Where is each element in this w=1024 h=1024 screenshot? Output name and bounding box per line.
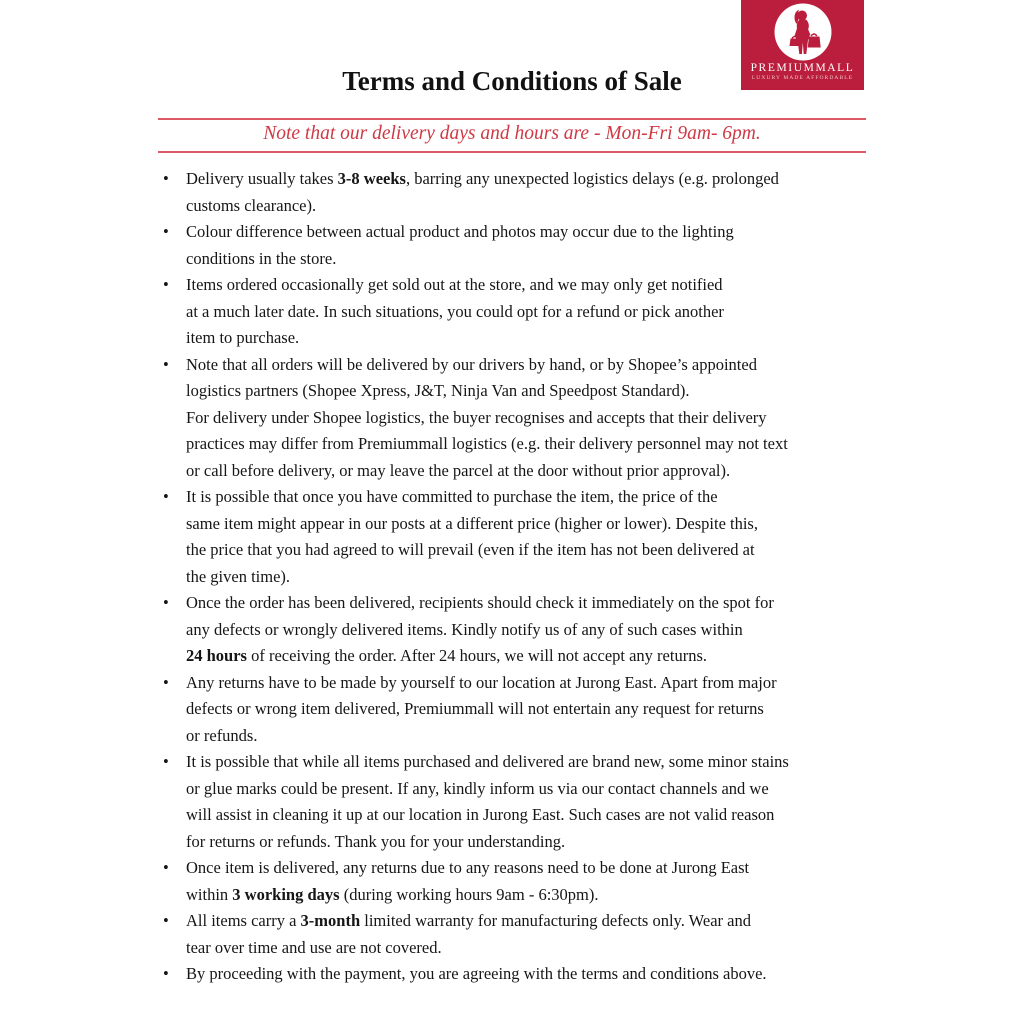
woman-shopper-icon bbox=[773, 3, 833, 62]
bullet-icon: • bbox=[163, 354, 169, 374]
terms-list-item bbox=[156, 670, 916, 750]
terms-list-item bbox=[156, 484, 916, 590]
term-text: All items carry a 3-month limited warranty for manufacturing defects only. Wear and tear over time and use are not covered. bbox=[186, 911, 752, 957]
bullet-icon: • bbox=[163, 275, 169, 294]
terms-list-item bbox=[156, 590, 916, 670]
delivery-note-band bbox=[158, 118, 866, 153]
delivery-note-text: Note that our delivery days and hours are - Mon-Fri 9am- 6pm. bbox=[263, 123, 761, 144]
term-text: Items ordered occasionally get sold out at the store, and we may only get notified at a much later date. In such situations, you could opt for a refund or pick another item to purchase. bbox=[186, 275, 724, 347]
term-text: It is possible that once you have committed to purchase the item, the price of the same item might appear in our posts at a different price (higher or lower). Despite this, the price that you had agreed to will prevail (even if the item has not been delivered at the given time). bbox=[186, 487, 758, 586]
logo-brand-text: PREMIUMMALL bbox=[750, 62, 855, 74]
bullet-icon: • bbox=[163, 169, 169, 188]
bullet-icon: • bbox=[163, 672, 169, 692]
terms-list-item bbox=[156, 749, 916, 855]
bullet-icon: • bbox=[163, 911, 169, 930]
premiummall-logo bbox=[741, 0, 864, 90]
bullet-icon: • bbox=[163, 964, 169, 983]
bullet-icon: • bbox=[163, 222, 169, 241]
bullet-icon: • bbox=[163, 858, 169, 877]
term-text: It is possible that while all items purchased and delivered are brand new, some minor stains or glue marks could be present. If any, kindly inform us via our contact channels and we will assist in cleaning it up at our location in Jurong East. Such cases are not valid reason for returns or refunds. Thank you for your understanding. bbox=[186, 752, 789, 851]
term-text: Delivery usually takes 3-8 weeks, barring any unexpected logistics delays (e.g. prolonged customs clearance). bbox=[186, 169, 779, 215]
terms-list-item bbox=[156, 961, 916, 988]
terms-list-item bbox=[156, 166, 916, 219]
terms-list-item bbox=[156, 272, 916, 352]
term-text: Note that all orders will be delivered by our drivers by hand, or by Shopee’s appointed logistics partners (Shopee Xpress, J&T, Ninja Van and Speedpost Standard). For delivery under Shopee logistics, the buyer recognises and accepts that their delivery practices may differ from Premiummall logistics (e.g. their delivery personnel may not text or call before delivery, or may leave the parcel at the door without prior approval). bbox=[186, 354, 788, 480]
term-text: Colour difference between actual product and photos may occur due to the lighting conditions in the store. bbox=[186, 222, 734, 268]
terms-list-item bbox=[156, 219, 916, 272]
term-text: Any returns have to be made by yourself to our location at Jurong East. Apart from major defects or wrong item delivered, Premiummall will not entertain any request for returns or refunds. bbox=[186, 672, 777, 745]
terms-list bbox=[156, 166, 916, 988]
terms-list-item bbox=[156, 855, 916, 908]
bullet-icon: • bbox=[163, 593, 169, 612]
page-title: Terms and Conditions of Sale bbox=[342, 66, 682, 96]
logo-tagline-text: LUXURY MADE AFFORDABLE bbox=[751, 75, 854, 81]
bullet-icon: • bbox=[163, 487, 169, 506]
term-text: Once item is delivered, any returns due to any reasons need to be done at Jurong East within 3 working days (during working hours 9am - 6:30pm). bbox=[186, 858, 750, 904]
bullet-icon: • bbox=[163, 752, 169, 771]
term-text: By proceeding with the payment, you are agreeing with the terms and conditions above. bbox=[186, 964, 767, 983]
terms-list-item bbox=[156, 352, 916, 485]
terms-list-item bbox=[156, 908, 916, 961]
term-text: Once the order has been delivered, recipients should check it immediately on the spot for any defects or wrongly delivered items. Kindly notify us of any of such cases within 24 hours of receiving the order. After 24 hours, we will not accept any returns. bbox=[186, 593, 774, 665]
